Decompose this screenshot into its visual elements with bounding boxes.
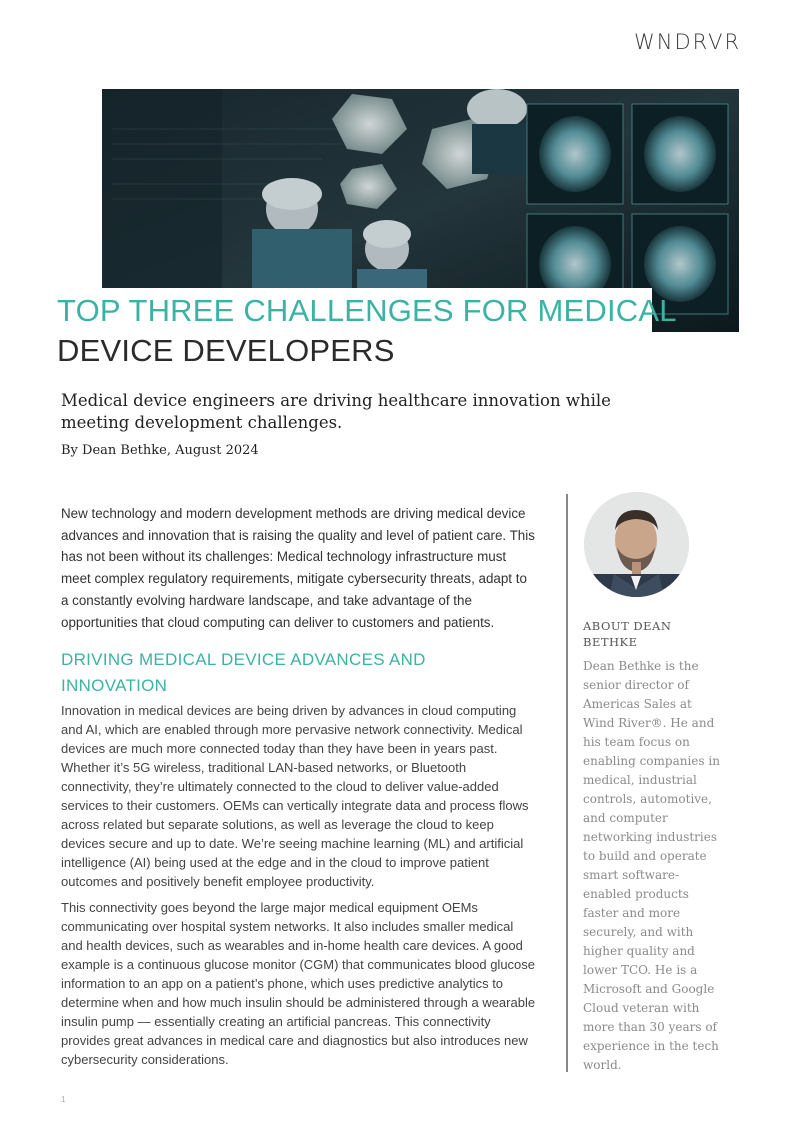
intro-paragraph: New technology and modern development methods are driving medical device advances and innovation that is raising the quality and level of patient care. This has not been without its challenges: Medical technology infrastructure must meet complex regulatory requirements, mitigate cybersecurity threats, adapt to a constantly evolving hardware landscape, and take advantage of the opportunities that cloud computing can deliver to customers and patients. xyxy=(61,506,535,630)
page-title-line-1: TOP THREE CHALLENGES FOR MEDICAL xyxy=(57,293,677,328)
subtitle: Medical device engineers are driving healthcare innovation while meeting development challenges. xyxy=(61,391,611,432)
about-bio: Dean Bethke is the senior director of Americas Sales at Wind River®. He and his team focus on enabling companies in medical, industrial controls, automotive, and computer networking industries to build and operate smart software-enabled products faster and more securely, and with higher quality and lower TCO. He is a Microsoft and Google Cloud veteran with more than 30 years of experience in the tech world. xyxy=(583,659,720,1072)
body-paragraph-2: This connectivity goes beyond the large major medical equipment OEMs communicating over hospital system networks. It also includes smaller medical and health devices, such as wearables and in-home health care devices. A good example is a continuous glucose monitor (CGM) that communicates blood glucose information to an app on a patient’s phone, which uses predictive analytics to determine when and how much insulin should be administered through a wearable insulin pump — essentially creating an artificial pancreas. This connectivity provides great advances in medical care and diagnostics but also introduces new cybersecurity considerations. xyxy=(61,900,536,1068)
page-number: 1 xyxy=(61,1095,66,1104)
body-paragraph-1: Innovation in medical devices are being driven by advances in cloud computing and AI, which are enabled through more pervasive network connectivity. Medical devices are much more connected today than they have been in years past. Whether it’s 5G wireless, traditional LAN-based networks, or Bluetooth connectivity, they’re ultimately connected to the cloud to deliver value-added services to their customers. OEMs can vertically integrate data and process flows across related but separate solutions, as well as leverage the cloud to keep devices secure and up to date. We’re seeing machine learning (ML) and artificial intelligence (AI) being used at the edge and in the cloud to improve patient outcomes and positively benefit employee productivity. xyxy=(61,703,529,890)
section-heading: DRIVING MEDICAL DEVICE ADVANCES AND INNOVATION xyxy=(61,650,426,696)
author-photo xyxy=(584,492,689,597)
byline: By Dean Bethke, August 2024 xyxy=(61,443,259,458)
about-heading: ABOUT DEAN BETHKE xyxy=(583,619,672,649)
page-title-line-2: DEVICE DEVELOPERS xyxy=(57,333,395,368)
author-portrait-icon xyxy=(584,492,689,597)
main-column xyxy=(61,503,536,1076)
column-divider xyxy=(566,494,568,1072)
brand-logo: WNDRVR xyxy=(634,30,742,54)
